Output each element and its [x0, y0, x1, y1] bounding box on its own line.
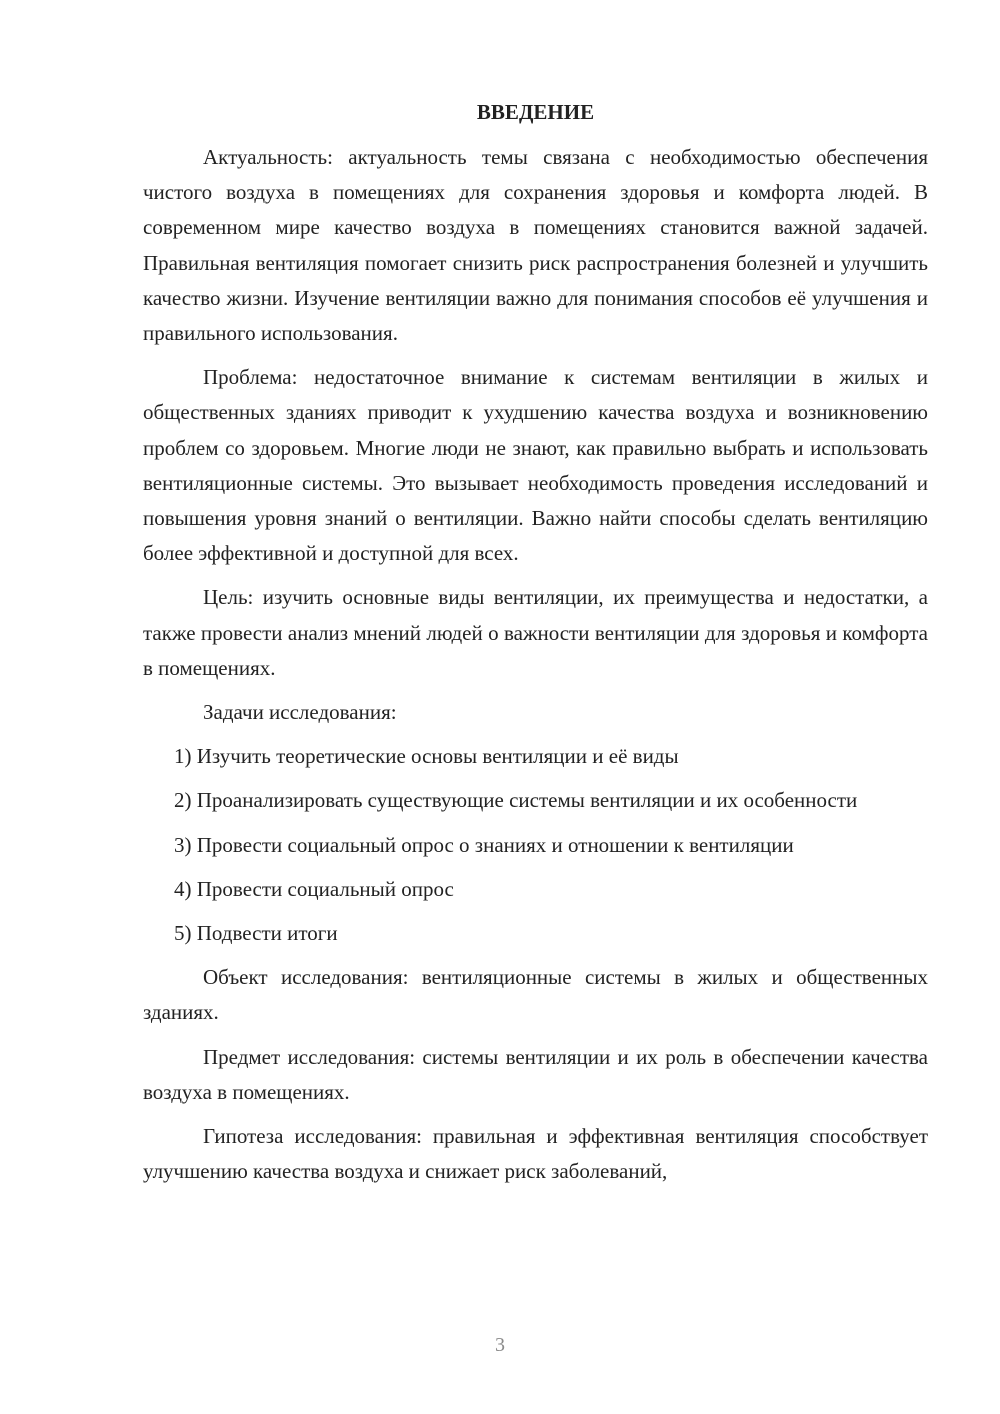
- goal-paragraph: Цель: изучить основные виды вентиляции, их преимущества и недостатки, а также провести анализ мнений людей о важности вентиляции для здоровья и комфорта в помещениях.: [143, 585, 928, 680]
- section-heading: ВВЕДЕНИЕ: [476, 100, 595, 124]
- subject-paragraph: Предмет исследования: системы вентиляции и их роль в обеспечении качества воздуха в помещениях.: [143, 1044, 928, 1104]
- task-item-5: 5) Подвести итоги: [174, 921, 338, 946]
- tasks-heading: Задачи исследования:: [203, 700, 397, 725]
- object-paragraph: Объект исследования: вентиляционные системы в жилых и общественных зданиях.: [143, 965, 928, 1025]
- task-item-3: 3) Провести социальный опрос о знаниях и отношении к вентиляции: [174, 832, 794, 857]
- problem-paragraph: Проблема: недостаточное внимание к системам вентиляции в жилых и общественных зданиях приводит к ухудшению качества воздуха и возникновению проблем со здоровьем. Многие люди не знают, как правильно выбрать и использовать вентиляционные системы. Это вызывает необходимость проведения исследований и повышения уровня знаний о вентиляции. Важно найти способы сделать вентиляцию более эффективной и доступной для всех.: [143, 365, 928, 566]
- page-number: 3: [495, 1334, 505, 1356]
- task-item-4: 4) Провести социальный опрос: [174, 876, 454, 901]
- hypothesis-paragraph: Гипотеза исследования: правильная и эффективная вентиляция способствует улучшению качества воздуха и снижает риск заболеваний,: [143, 1124, 928, 1184]
- task-item-2: 2) Проанализировать существующие системы вентиляции и их особенности: [174, 788, 858, 813]
- task-item-1: 1) Изучить теоретические основы вентиляции и её виды: [174, 744, 679, 769]
- relevance-paragraph: Актуальность: актуальность темы связана с необходимостью обеспечения чистого воздуха в помещениях для сохранения здоровья и комфорта людей. В современном мире качество воздуха в помещениях становится важной задачей. Правильная вентиляция помогает снизить риск распространения болезней и улучшить качество жизни. Изучение вентиляции важно для понимания способов её улучшения и правильного использования.: [143, 145, 928, 346]
- document-page: [143, 96, 928, 1198]
